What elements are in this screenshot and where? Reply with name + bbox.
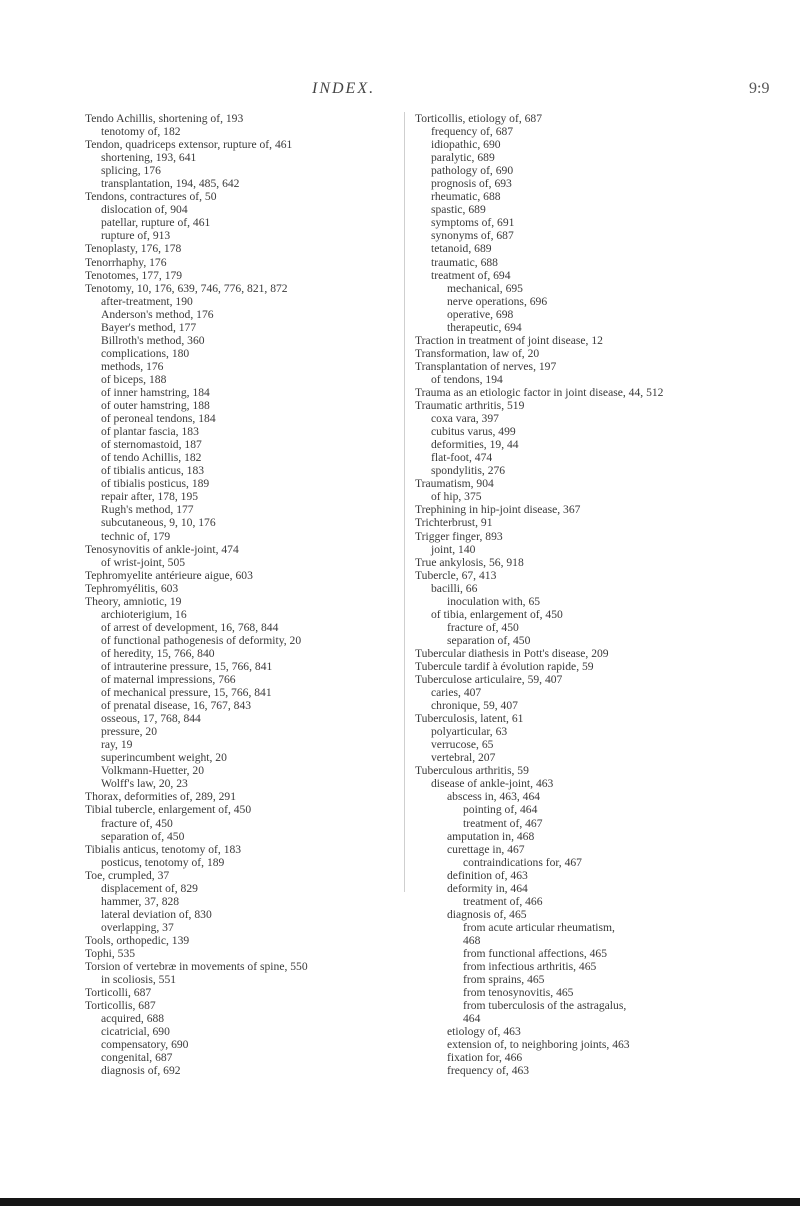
index-entry: Traction in treatment of joint disease, 12 bbox=[415, 333, 603, 347]
index-entry: from acute articular rheumatism, bbox=[463, 920, 615, 934]
page-title: INDEX. bbox=[312, 80, 376, 97]
index-entry: posticus, tenotomy of, 189 bbox=[101, 855, 225, 869]
index-entry: hammer, 37, 828 bbox=[101, 894, 180, 908]
index-entry: complications, 180 bbox=[101, 346, 190, 360]
index-entry: tenotomy of, 182 bbox=[101, 125, 181, 139]
index-entry: Trichterbrust, 91 bbox=[415, 516, 493, 530]
index-entry: displacement of, 829 bbox=[101, 881, 198, 895]
index-entry: Bayer's method, 177 bbox=[101, 320, 197, 334]
index-entry: repair after, 178, 195 bbox=[101, 490, 199, 504]
index-entry: of functional pathogenesis of deformity, 20 bbox=[101, 633, 302, 647]
index-entry: Traumatism, 904 bbox=[415, 477, 494, 491]
index-entry: of arrest of development, 16, 768, 844 bbox=[101, 620, 279, 634]
index-entry: Tibialis anticus, tenotomy of, 183 bbox=[85, 842, 242, 856]
index-entry: Tuberculose articulaire, 59, 407 bbox=[415, 673, 563, 687]
index-entry: of heredity, 15, 766, 840 bbox=[101, 646, 215, 660]
index-entry: synonyms of, 687 bbox=[431, 229, 514, 243]
index-entry: coxa vara, 397 bbox=[431, 412, 499, 426]
index-entry: separation of, 450 bbox=[447, 633, 531, 647]
index-entry: flat-foot, 474 bbox=[431, 451, 493, 465]
index-entry: pathology of, 690 bbox=[431, 164, 514, 178]
index-entry: separation of, 450 bbox=[101, 829, 185, 843]
index-entry: bacilli, 66 bbox=[431, 581, 478, 595]
index-entry: of sternomastoid, 187 bbox=[101, 438, 202, 452]
index-entry: traumatic, 688 bbox=[431, 255, 498, 269]
index-entry: verrucose, 65 bbox=[431, 738, 494, 752]
index-entry: rupture of, 913 bbox=[101, 229, 171, 243]
index-entry: Torticollis, etiology of, 687 bbox=[415, 112, 543, 125]
index-entry: treatment of, 467 bbox=[463, 816, 543, 830]
index-entry: cubitus varus, 499 bbox=[431, 425, 516, 439]
page-header bbox=[0, 80, 800, 100]
index-entry: of mechanical pressure, 15, 766, 841 bbox=[101, 686, 272, 700]
index-entry: etiology of, 463 bbox=[447, 1025, 521, 1039]
index-entry: therapeutic, 694 bbox=[447, 320, 522, 334]
index-entry: Tendons, contractures of, 50 bbox=[85, 190, 217, 204]
index-entry: compensatory, 690 bbox=[101, 1038, 189, 1052]
index-entry: Tubercule tardif à évolution rapide, 59 bbox=[415, 659, 594, 673]
index-entry: cicatricial, 690 bbox=[101, 1025, 170, 1039]
index-entry: from tuberculosis of the astragalus, bbox=[463, 999, 627, 1013]
index-entry: superincumbent weight, 20 bbox=[101, 751, 227, 765]
index-entry: curettage in, 467 bbox=[447, 842, 525, 856]
index-entry: from functional affections, 465 bbox=[463, 947, 608, 960]
index-entry: deformity in, 464 bbox=[447, 881, 528, 895]
index-entry: polyarticular, 63 bbox=[431, 725, 508, 739]
index-entry: dislocation of, 904 bbox=[101, 203, 188, 217]
index-entry: of tendons, 194 bbox=[431, 372, 503, 386]
index-entry: Thorax, deformities of, 289, 291 bbox=[85, 790, 237, 804]
index-entry: prognosis of, 693 bbox=[431, 177, 512, 191]
index-entry: joint, 140 bbox=[431, 542, 476, 556]
index-entry: Tenorrhaphy, 176 bbox=[85, 255, 167, 269]
index-entry: shortening, 193, 641 bbox=[101, 151, 197, 165]
index-entry: osseous, 17, 768, 844 bbox=[101, 712, 201, 726]
index-entry: Trephining in hip-joint disease, 367 bbox=[415, 503, 581, 517]
index-entry: overlapping, 37 bbox=[101, 920, 174, 934]
index-entry: transplantation, 194, 485, 642 bbox=[101, 177, 240, 191]
index-entry: of inner hamstring, 184 bbox=[101, 385, 210, 399]
index-entry: spastic, 689 bbox=[431, 203, 486, 217]
index-entry: of tibia, enlargement of, 450 bbox=[431, 607, 563, 621]
index-entry: of peroneal tendons, 184 bbox=[101, 412, 216, 426]
index-entry: of hip, 375 bbox=[431, 490, 482, 504]
index-entry: Tuberculosis, latent, 61 bbox=[415, 712, 524, 726]
index-entry: from infectious arthritis, 465 bbox=[463, 960, 597, 974]
column-divider bbox=[404, 112, 405, 892]
index-entry: fracture of, 450 bbox=[447, 620, 519, 634]
index-entry: symptoms of, 691 bbox=[431, 216, 515, 230]
index-entry: patellar, rupture of, 461 bbox=[101, 216, 211, 230]
index-entry: Trauma as an etiologic factor in joint disease, 44, 512 bbox=[415, 385, 664, 399]
index-entry: Torticolli, 687 bbox=[85, 986, 152, 1000]
index-entry: Tophi, 535 bbox=[85, 947, 136, 960]
index-column-left bbox=[85, 112, 457, 1077]
index-entry: of prenatal disease, 16, 767, 843 bbox=[101, 699, 252, 713]
index-entry: Torticollis, 687 bbox=[85, 999, 156, 1013]
index-entry: Anderson's method, 176 bbox=[101, 307, 214, 321]
index-entry: of tibialis posticus, 189 bbox=[101, 477, 210, 491]
index-entry: lateral deviation of, 830 bbox=[101, 907, 212, 921]
index-entry: Transformation, law of, 20 bbox=[415, 346, 540, 360]
index-entry: Tuberculous arthritis, 59 bbox=[415, 764, 529, 778]
index-entry: vertebral, 207 bbox=[431, 751, 496, 765]
index-entry: caries, 407 bbox=[431, 686, 482, 700]
index-entry: fracture of, 450 bbox=[101, 816, 173, 830]
index-entry: True ankylosis, 56, 918 bbox=[415, 555, 524, 569]
index-entry: Tenotomy, 10, 176, 639, 746, 776, 821, 872 bbox=[85, 281, 288, 295]
index-entry: tetanoid, 689 bbox=[431, 242, 492, 256]
index-entry: Rugh's method, 177 bbox=[101, 503, 194, 517]
index-entry: Tubercular diathesis in Pott's disease, 209 bbox=[415, 646, 609, 660]
index-entry: from sprains, 465 bbox=[463, 973, 545, 987]
index-entry: ray, 19 bbox=[101, 738, 133, 752]
index-entry: splicing, 176 bbox=[101, 164, 161, 178]
index-entry: Toe, crumpled, 37 bbox=[85, 868, 170, 882]
index-entry: subcutaneous, 9, 10, 176 bbox=[101, 516, 216, 530]
index-entry: after-treatment, 190 bbox=[101, 294, 193, 308]
index-entry: spondylitis, 276 bbox=[431, 464, 506, 478]
index-entry: pointing of, 464 bbox=[463, 803, 538, 817]
index-entry: archioterigium, 16 bbox=[101, 607, 187, 621]
index-entry: Torsion of vertebræ in movements of spine, 550 bbox=[85, 960, 308, 974]
index-entry: contraindications for, 467 bbox=[463, 855, 582, 869]
index-entry: nerve operations, 696 bbox=[447, 294, 548, 308]
index-entry: Trigger finger, 893 bbox=[415, 529, 503, 543]
index-entry: of plantar fascia, 183 bbox=[101, 425, 199, 439]
index-entry: of tendo Achillis, 182 bbox=[101, 451, 202, 465]
index-entry: abscess in, 463, 464 bbox=[447, 790, 541, 804]
index-entry: Tubercle, 67, 413 bbox=[415, 568, 497, 582]
index-entry: rheumatic, 688 bbox=[431, 190, 501, 204]
index-entry: 468 bbox=[463, 933, 481, 947]
index-entry: congenital, 687 bbox=[101, 1051, 173, 1065]
index-entry: Tenoplasty, 176, 178 bbox=[85, 242, 182, 256]
index-entry: operative, 698 bbox=[447, 307, 514, 321]
index-entry: frequency of, 687 bbox=[431, 125, 514, 139]
index-entry: from tenosynovitis, 465 bbox=[463, 986, 574, 1000]
index-entry: technic of, 179 bbox=[101, 529, 171, 543]
index-entry: extension of, to neighboring joints, 463 bbox=[447, 1038, 630, 1052]
index-entry: disease of ankle-joint, 463 bbox=[431, 777, 554, 791]
index-entry: diagnosis of, 692 bbox=[101, 1064, 181, 1078]
index-entry: fixation for, 466 bbox=[447, 1051, 523, 1065]
index-entry: Tephromyélitis, 603 bbox=[85, 581, 179, 595]
index-entry: definition of, 463 bbox=[447, 868, 528, 882]
index-column-right bbox=[415, 112, 787, 1077]
index-entry: Tibial tubercle, enlargement of, 450 bbox=[85, 803, 252, 817]
index-entry: inoculation with, 65 bbox=[447, 594, 541, 608]
index-entry: in scoliosis, 551 bbox=[101, 973, 177, 987]
index-entry: of wrist-joint, 505 bbox=[101, 555, 186, 569]
index-entry: methods, 176 bbox=[101, 359, 164, 373]
index-entry: of tibialis anticus, 183 bbox=[101, 464, 205, 478]
index-entry: treatment of, 466 bbox=[463, 894, 543, 908]
scan-edge-bar bbox=[0, 1198, 800, 1206]
index-entry: Transplantation of nerves, 197 bbox=[415, 359, 557, 373]
index-entry: chronique, 59, 407 bbox=[431, 699, 518, 713]
index-entry: Tendon, quadriceps extensor, rupture of, 461 bbox=[85, 138, 293, 152]
index-entry: 464 bbox=[463, 1012, 481, 1026]
index-entry: of maternal impressions, 766 bbox=[101, 673, 236, 687]
index-entry: Volkmann-Huetter, 20 bbox=[101, 764, 205, 778]
index-entry: of biceps, 188 bbox=[101, 372, 167, 386]
index-entry: idiopathic, 690 bbox=[431, 138, 501, 152]
index-entry: paralytic, 689 bbox=[431, 151, 495, 165]
index-entry: of outer hamstring, 188 bbox=[101, 399, 210, 413]
index-entry: Tendo Achillis, shortening of, 193 bbox=[85, 112, 244, 125]
index-entry: Theory, amniotic, 19 bbox=[85, 594, 182, 608]
index-entry: acquired, 688 bbox=[101, 1012, 165, 1026]
page-number: 9:9 bbox=[749, 80, 770, 97]
index-entry: Billroth's method, 360 bbox=[101, 333, 205, 347]
index-entry: Wolff's law, 20, 23 bbox=[101, 777, 188, 791]
index-entry: treatment of, 694 bbox=[431, 268, 511, 282]
index-entry: Tenotomes, 177, 179 bbox=[85, 268, 183, 282]
index-entry: Tephromyelite antérieure aigue, 603 bbox=[85, 568, 253, 582]
index-entry: diagnosis of, 465 bbox=[447, 907, 527, 921]
index-entry: of intrauterine pressure, 15, 766, 841 bbox=[101, 659, 273, 673]
index-entry: deformities, 19, 44 bbox=[431, 438, 519, 452]
index-entry: Tenosynovitis of ankle-joint, 474 bbox=[85, 542, 239, 556]
index-entry: pressure, 20 bbox=[101, 725, 158, 739]
index-entry: Traumatic arthritis, 519 bbox=[415, 399, 525, 413]
index-entry: Tools, orthopedic, 139 bbox=[85, 933, 190, 947]
index-entry: frequency of, 463 bbox=[447, 1064, 530, 1078]
index-entry: mechanical, 695 bbox=[447, 281, 523, 295]
index-entry: amputation in, 468 bbox=[447, 829, 535, 843]
